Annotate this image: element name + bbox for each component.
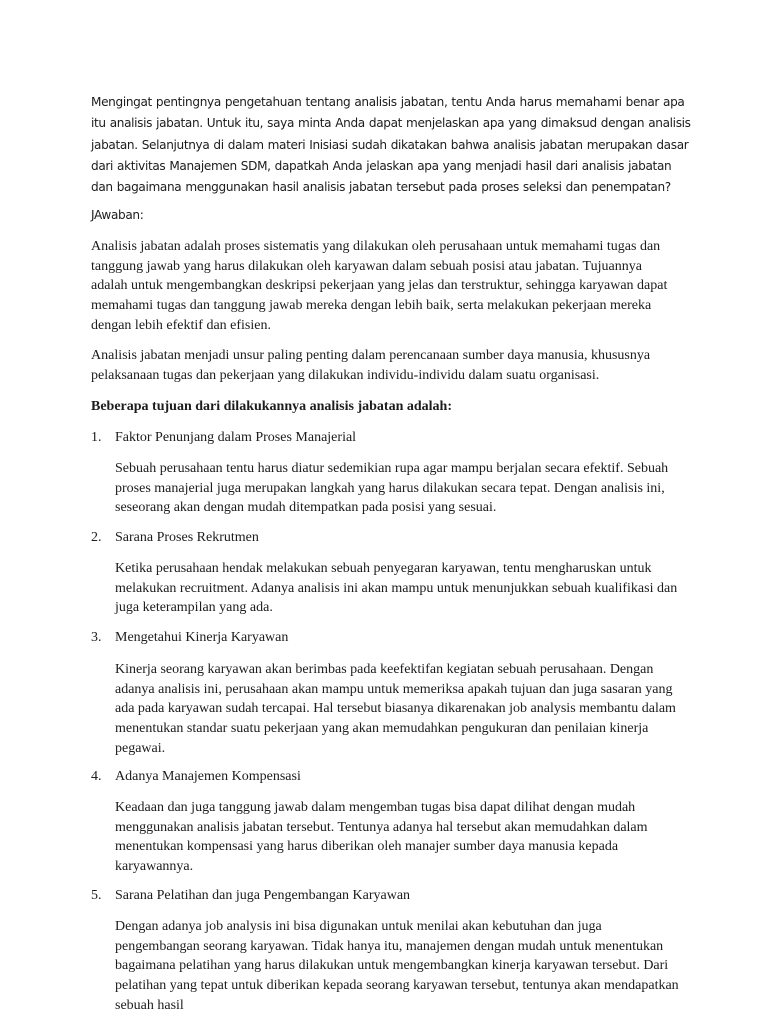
answer-label: JAwaban: xyxy=(91,208,144,222)
list-item-body: Sebuah perusahaan tentu harus diatur sedemikian rupa agar mampu berjalan secara efektif. Sebuah proses manajerial juga merupakan langkah yang harus dilakukan secara tepat. Dengan analisis ini, seseorang akan dengan mudah ditempatkan pada posisi yang sesuai. xyxy=(115,461,669,516)
question-text: Mengingat pentingnya pengetahuan tentang analisis jabatan, tentu Anda harus memahami benar apa itu analisis jabatan. Untuk itu, saya minta Anda dapat menjelaskan apa yang dimaksud dengan analisis jabatan. Selanjutnya di dalam materi Inisiasi sudah dikatakan bahwa analisis jabatan merupakan dasar dari aktivitas Manajemen SDM, dapatkah Anda jelaskan apa yang menjadi hasil dari analisis jabatan dan bagaimana menggunakan hasil analisis jabatan tersebut pada proses seleksi dan penempatan? xyxy=(91,95,691,195)
answer-paragraph-2: Analisis jabatan menjadi unsur paling penting dalam perencanaan sumber daya manusia, khususnya pelaksanaan tugas dan pekerjaan yang dilakukan individu-individu dalam suatu organisasi. xyxy=(91,348,651,383)
list-heading: Beberapa tujuan dari dilakukannya analisis jabatan adalah: xyxy=(91,399,452,414)
list-item-title: Adanya Manajemen Kompensasi xyxy=(115,769,301,784)
answer-paragraph-1: Analisis jabatan adalah proses sistematis yang dilakukan oleh perusahaan untuk memahami tugas dan tanggung jawab yang harus dilakukan oleh karyawan dalam sebuah posisi atau jabatan. Tujuannya adalah untuk mengembangkan deskripsi pekerjaan yang jelas dan terstruktur, sehingga karyawan dapat memahami tugas dan tanggung jawab mereka dengan lebih baik, serta melakukan pekerjaan mereka dengan lebih efektif dan efisien. xyxy=(91,239,668,333)
list-item-body: Dengan adanya job analysis ini bisa digunakan untuk menilai akan kebutuhan dan juga pengembangan seorang karyawan. Tidak hanya itu, manajemen dengan mudah untuk menentukan bagaimana pelatihan yang harus dilakukan untuk mengembangkan kinerja karyawan tersebut. Dari pelatihan yang tepat untuk diberikan kepada seorang karyawan tersebut, tentunya akan mendapatkan sebuah hasil xyxy=(115,919,679,1013)
list-item-body: Keadaan dan juga tanggung jawab dalam mengemban tugas bisa dapat dilihat dengan mudah menggunakan analisis jabatan tersebut. Tentunya adanya hal tersebut akan memudahkan dalam menentukan kompensasi yang harus diberikan oleh manajer sumber daya manusia kepada karyawannya. xyxy=(115,800,648,875)
list-item-body: Kinerja seorang karyawan akan berimbas pada keefektifan kegiatan sebuah perusahaan. Dengan adanya analisis ini, perusahaan akan mampu untuk memeriksa apakah tujuan dan juga sasaran yang ada pada karyawan sudah tercapai. Hal tersebut biasanya dikarenakan job analysis membantu dalam menentukan standar suatu pekerjaan yang akan memudahkan pengukuran dan penilaian kinerja pegawai. xyxy=(115,662,676,756)
list-item-title: Faktor Penunjang dalam Proses Manajerial xyxy=(115,430,357,445)
list-item-body: Ketika perusahaan hendak melakukan sebuah penyegaran karyawan, tentu mengharuskan untuk melakukan recruitment. Adanya analisis ini akan mampu untuk menunjukkan sebuah kualifikasi dan juga keterampilan yang ada. xyxy=(115,561,678,616)
list-item-title: Mengetahui Kinerja Karyawan xyxy=(115,630,289,645)
list-item-number: 2. xyxy=(91,530,102,545)
list-item-number: 3. xyxy=(91,630,102,645)
list-item-number: 4. xyxy=(91,769,102,784)
list-item-number: 1. xyxy=(91,430,102,445)
list-item-title: Sarana Proses Rekrutmen xyxy=(115,530,259,545)
list-item-title: Sarana Pelatihan dan juga Pengembangan Karyawan xyxy=(115,888,411,903)
list-item-number: 5. xyxy=(91,888,102,903)
